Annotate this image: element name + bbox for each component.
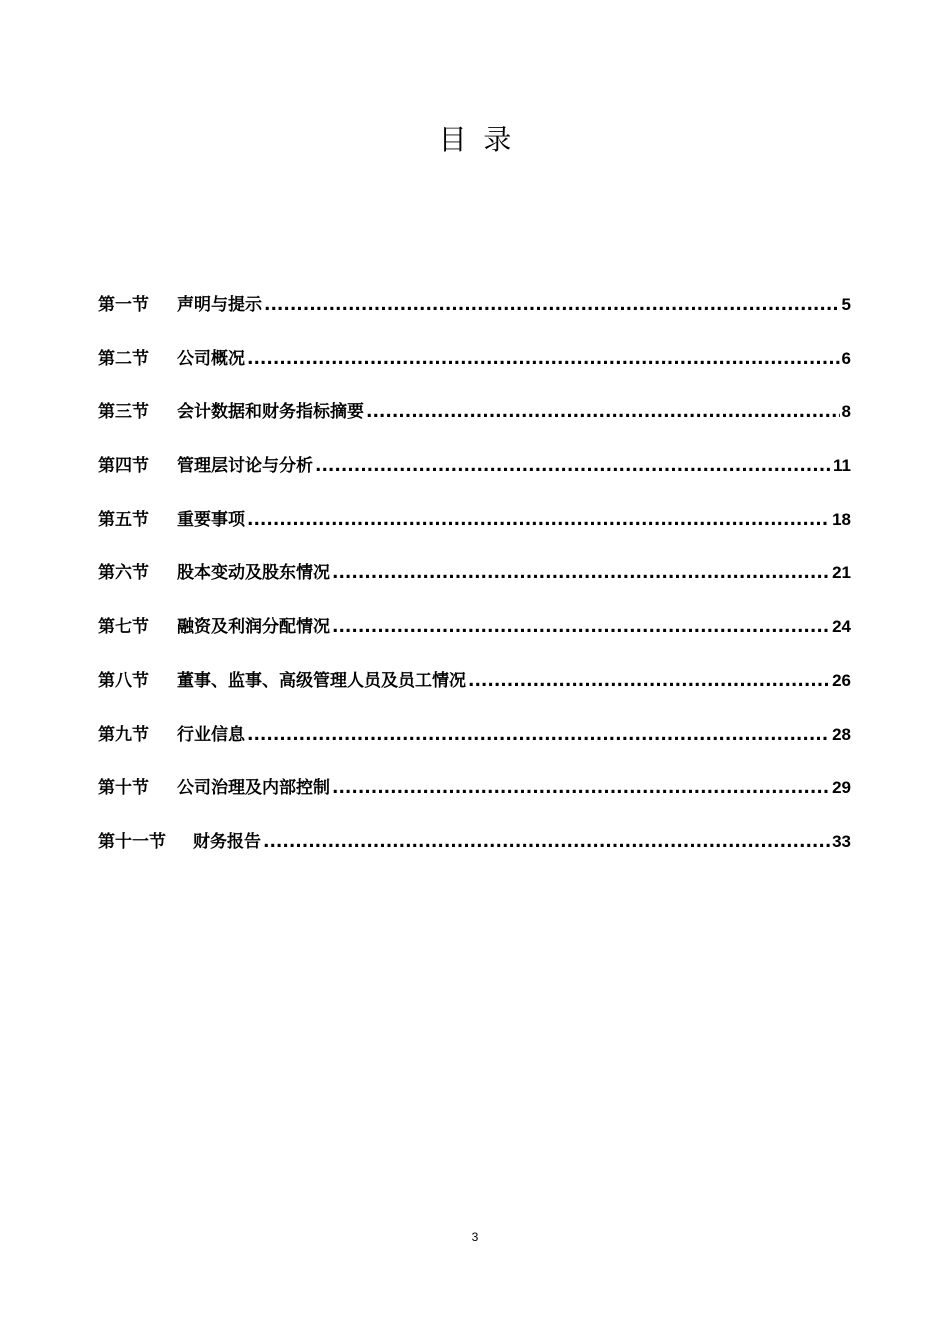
page-number: 3 (471, 1230, 479, 1244)
toc-entry[interactable] (98, 290, 851, 344)
toc-entry[interactable] (98, 773, 851, 827)
toc-page-number: 11 (833, 456, 851, 476)
toc-dot-leader (332, 617, 830, 637)
toc-section-number: 第十一节 (98, 831, 166, 852)
toc-dot-leader (247, 349, 840, 369)
toc-dot-leader (332, 563, 830, 583)
toc-section-heading: 公司概况 (177, 348, 245, 369)
toc-section-heading: 重要事项 (177, 509, 245, 530)
toc-section-heading: 声明与提示 (177, 295, 262, 315)
toc-entry[interactable] (98, 827, 851, 881)
toc-section-heading: 行业信息 (177, 724, 245, 745)
toc-dot-leader (332, 778, 830, 798)
toc-section-number: 第四节 (98, 456, 149, 477)
toc-dot-leader (468, 671, 830, 691)
toc-entry[interactable] (98, 505, 851, 559)
toc-entry[interactable] (98, 451, 851, 505)
toc-entry[interactable] (98, 397, 851, 451)
table-of-contents (98, 290, 851, 881)
toc-page-number: 24 (832, 617, 851, 637)
toc-section-heading: 董事、监事、高级管理人员及员工情况 (177, 670, 466, 691)
toc-entry[interactable] (98, 558, 851, 612)
toc-page-number: 21 (832, 563, 851, 583)
toc-page-number: 29 (832, 778, 851, 798)
toc-section-number: 第三节 (98, 402, 149, 423)
toc-section-number: 第一节 (98, 295, 149, 315)
toc-section-heading: 公司治理及内部控制 (177, 778, 330, 799)
toc-dot-leader (247, 510, 830, 530)
toc-section-heading: 股本变动及股东情况 (177, 563, 330, 584)
toc-page-number: 8 (841, 402, 851, 422)
toc-section-number: 第八节 (98, 670, 149, 691)
toc-entry[interactable] (98, 666, 851, 720)
toc-section-heading: 财务报告 (193, 831, 261, 852)
toc-section-number: 第七节 (98, 617, 149, 638)
toc-section-heading: 会计数据和财务指标摘要 (177, 402, 364, 423)
toc-dot-leader (263, 832, 830, 852)
toc-entry[interactable] (98, 344, 851, 398)
toc-dot-leader (264, 295, 840, 315)
toc-dot-leader (315, 456, 831, 476)
toc-section-heading: 融资及利润分配情况 (177, 617, 330, 638)
toc-section-number: 第五节 (98, 509, 149, 530)
toc-page-number: 33 (832, 831, 851, 851)
toc-dot-leader (366, 402, 840, 422)
toc-page-number: 6 (841, 348, 851, 368)
toc-section-number: 第六节 (98, 563, 149, 584)
toc-page-number: 18 (832, 509, 851, 529)
toc-dot-leader (247, 725, 830, 745)
toc-section-number: 第十节 (98, 778, 149, 799)
toc-page-number: 28 (832, 724, 851, 744)
toc-page-number: 26 (832, 670, 851, 690)
toc-entry[interactable] (98, 720, 851, 774)
toc-section-number: 第九节 (98, 724, 149, 745)
toc-title: 目录 (438, 123, 529, 156)
toc-section-heading: 管理层讨论与分析 (177, 456, 313, 477)
toc-section-number: 第二节 (98, 348, 149, 369)
toc-page-number: 5 (841, 295, 851, 314)
toc-entry[interactable] (98, 612, 851, 666)
